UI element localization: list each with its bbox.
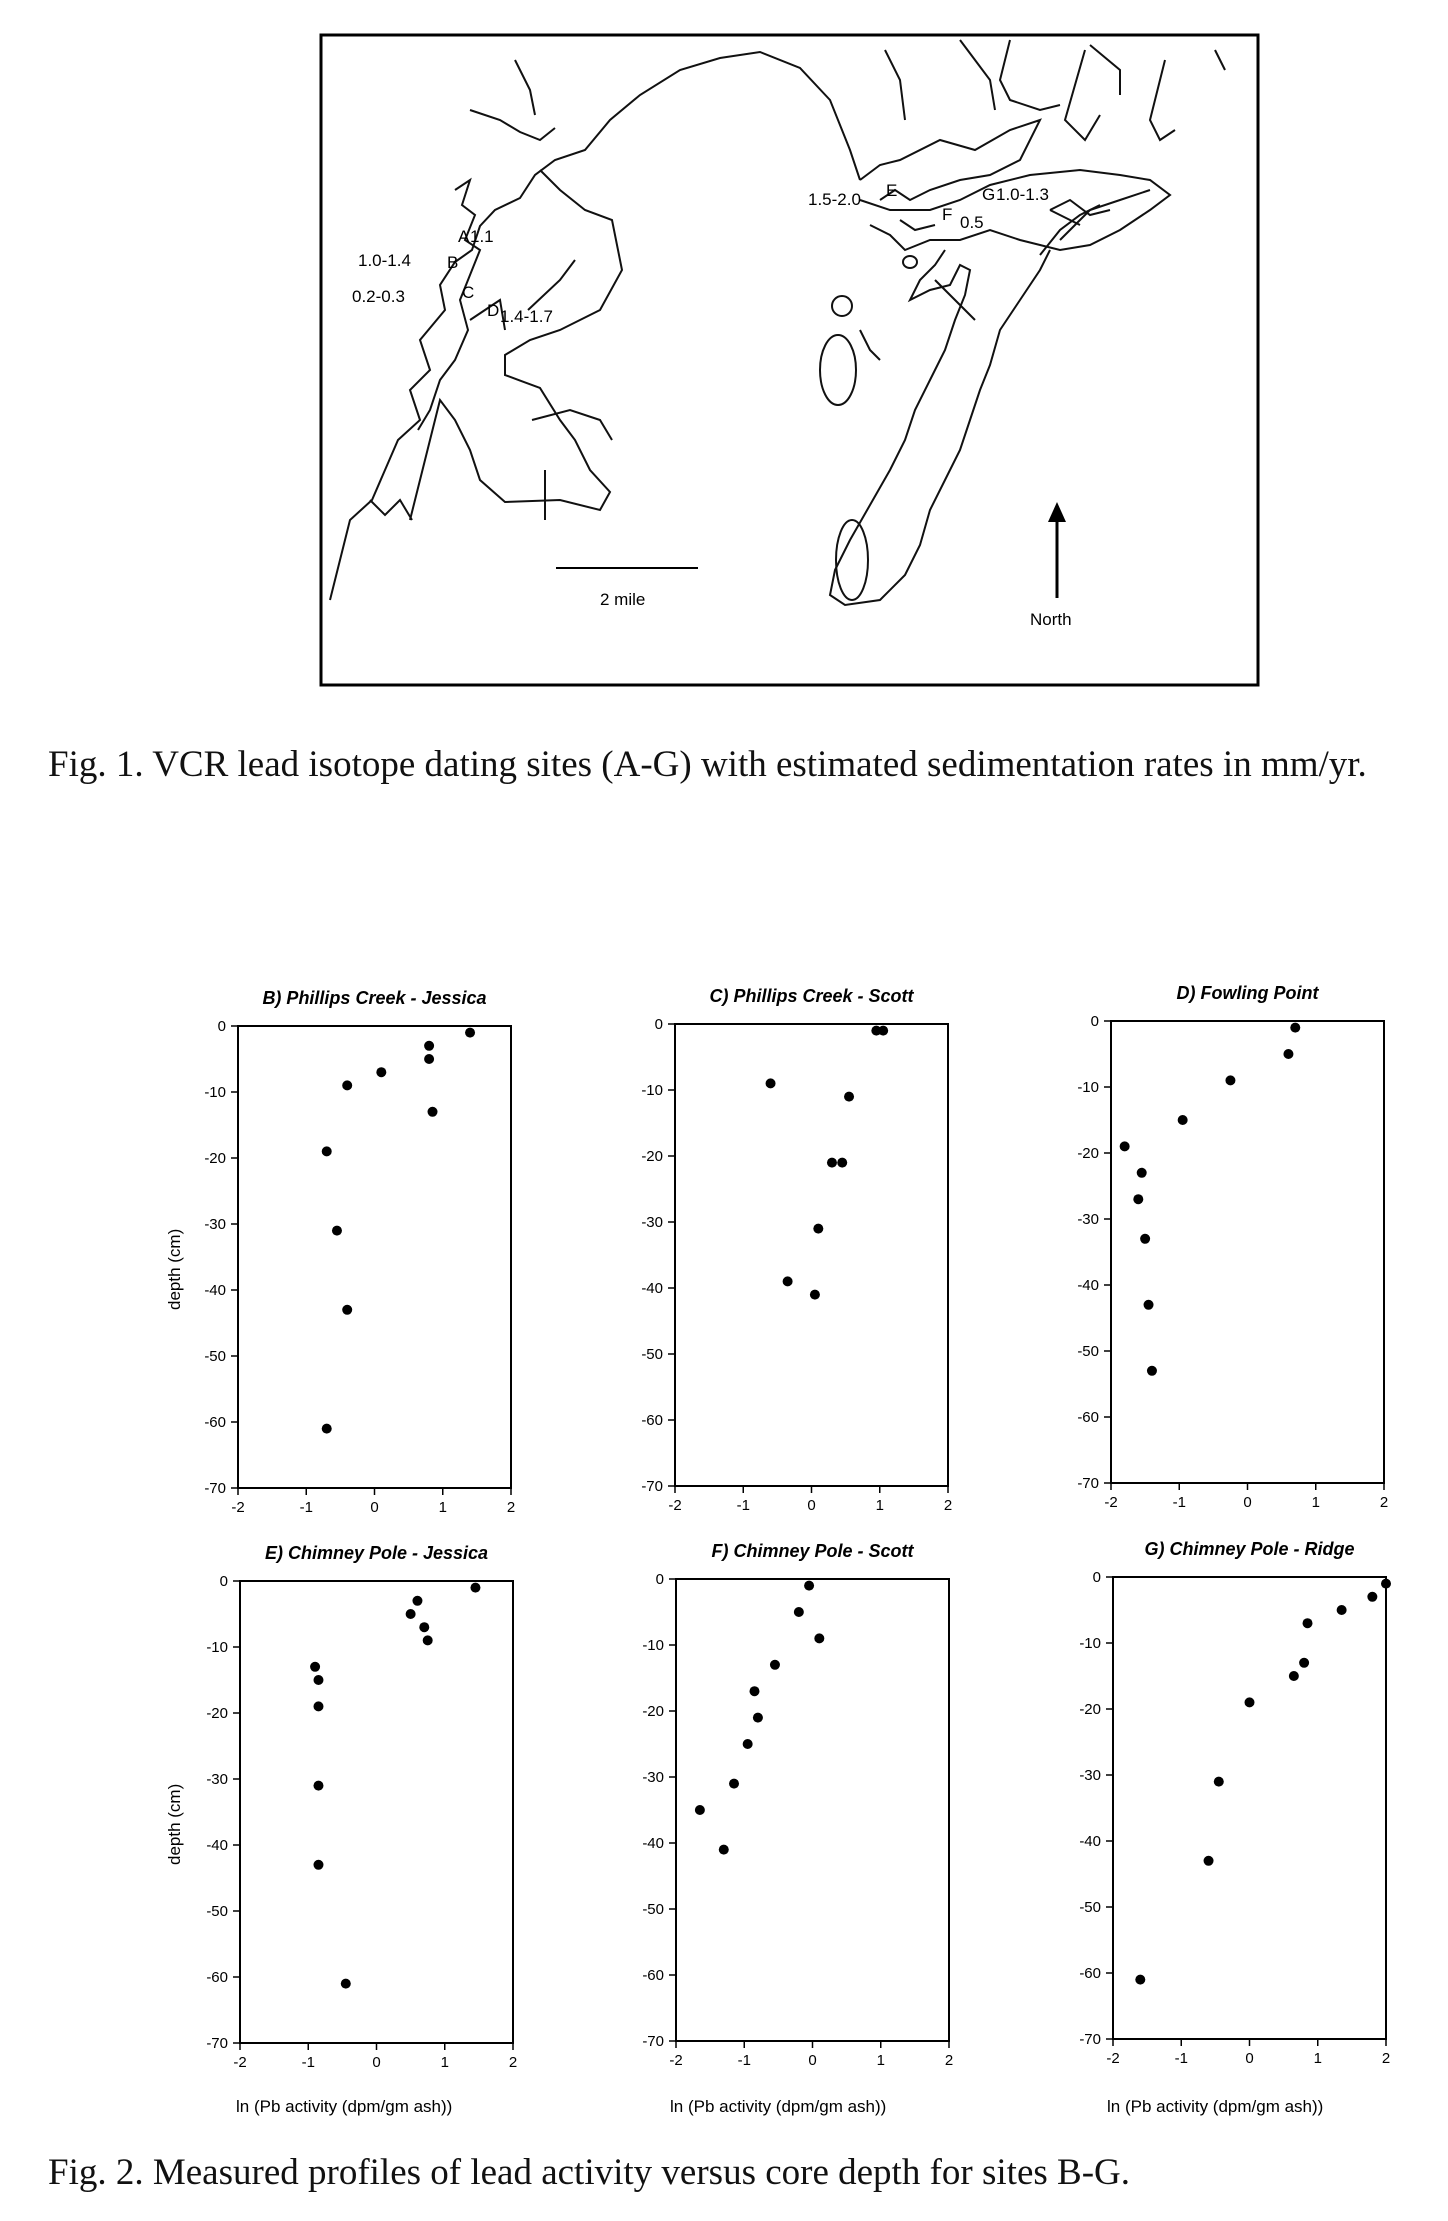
data-point-g (1289, 1671, 1299, 1681)
data-point-e (419, 1622, 429, 1632)
x-tick-label-d: -1 (1172, 1494, 1186, 1511)
data-point-b (376, 1067, 386, 1077)
plot-frame-c (675, 1024, 948, 1486)
data-point-d (1140, 1234, 1150, 1244)
data-point-e (313, 1701, 323, 1711)
y-tick-label-d: -40 (1077, 1277, 1099, 1294)
y-tick-label-c: -20 (641, 1148, 663, 1165)
y-tick-label-f: -70 (642, 2033, 664, 2050)
data-point-f (804, 1581, 814, 1591)
site-d-label: D (487, 301, 500, 320)
data-point-g (1303, 1618, 1313, 1628)
y-tick-label-g: -50 (1079, 1899, 1101, 1916)
x-tick-label-c: 1 (875, 1497, 884, 1514)
x-tick-label-c: 0 (807, 1497, 816, 1514)
y-tick-label-c: -50 (641, 1346, 663, 1363)
x-tick-label-e: 1 (440, 2054, 449, 2071)
x-tick-label-d: 2 (1379, 1494, 1389, 1511)
data-point-d (1144, 1300, 1154, 1310)
data-point-f (695, 1805, 705, 1815)
y-tick-label-b: -10 (204, 1084, 226, 1101)
x-tick-label-f: -2 (669, 2052, 683, 2069)
site-c-label: C (462, 283, 475, 302)
site-a-rate: 1.1 (470, 227, 494, 246)
panel-f (642, 1541, 953, 2069)
data-point-f (749, 1686, 759, 1696)
north-label: North (1030, 610, 1072, 629)
y-tick-label-d: -70 (1077, 1475, 1099, 1492)
y-tick-label-b: 0 (217, 1018, 226, 1035)
y-tick-label-g: -60 (1079, 1965, 1101, 1982)
data-point-e (470, 1583, 480, 1593)
figure-2-caption: Fig. 2. Measured profiles of lead activity versus core depth for sites B-G. (48, 2152, 1130, 2193)
site-e-rate: 1.5-2.0 (808, 190, 861, 209)
site-b-rate: 1.0-1.4 (358, 251, 411, 270)
panel-c (641, 986, 952, 1514)
y-tick-label-g: 0 (1092, 1569, 1101, 1586)
panel-title-b: B) Phillips Creek - Jessica (262, 988, 487, 1008)
x-tick-label-g: 2 (1381, 2050, 1391, 2067)
y-tick-label-c: -60 (641, 1412, 663, 1429)
data-point-e (310, 1662, 320, 1672)
data-point-g (1337, 1605, 1347, 1615)
x-tick-label-f: 2 (944, 2052, 954, 2069)
data-point-c (878, 1026, 888, 1036)
y-tick-label-c: -30 (641, 1214, 663, 1231)
data-point-c (766, 1078, 776, 1088)
y-tick-label-f: -50 (642, 1901, 664, 1918)
plot-frame-g (1113, 1577, 1386, 2039)
data-point-f (814, 1633, 824, 1643)
x-tick-label-e: 0 (372, 2054, 381, 2071)
y-tick-label-d: -30 (1077, 1211, 1099, 1228)
data-point-b (424, 1054, 434, 1064)
data-point-g (1204, 1856, 1214, 1866)
y-tick-label-f: -20 (642, 1703, 664, 1720)
y-tick-label-e: -20 (206, 1705, 228, 1722)
data-point-c (844, 1092, 854, 1102)
y-tick-label-g: -40 (1079, 1833, 1101, 1850)
x-axis-label-e: ln (Pb activity (dpm/gm ash)) (236, 2097, 453, 2116)
data-point-e (341, 1979, 351, 1989)
data-point-d (1178, 1115, 1188, 1125)
y-tick-label-f: 0 (655, 1571, 664, 1588)
site-f-label: F (942, 205, 953, 224)
y-tick-label-e: 0 (219, 1573, 228, 1590)
x-tick-label-e: 2 (508, 2054, 518, 2071)
site-c-rate: 0.2-0.3 (352, 287, 405, 306)
y-tick-label-c: 0 (654, 1016, 663, 1033)
y-tick-label-e: -50 (206, 1903, 228, 1920)
y-tick-label-b: -20 (204, 1150, 226, 1167)
data-point-d (1120, 1141, 1130, 1151)
x-axis-label-g: ln (Pb activity (dpm/gm ash)) (1107, 2097, 1324, 2116)
y-tick-label-f: -40 (642, 1835, 664, 1852)
data-point-c (827, 1158, 837, 1168)
x-tick-label-f: 0 (808, 2052, 817, 2069)
data-point-d (1290, 1023, 1300, 1033)
data-point-f (753, 1713, 763, 1723)
data-point-e (412, 1596, 422, 1606)
y-tick-label-e: -70 (206, 2035, 228, 2052)
panel-title-e: E) Chimney Pole - Jessica (264, 1543, 489, 1563)
y-tick-label-f: -60 (642, 1967, 664, 1984)
y-tick-label-e: -40 (206, 1837, 228, 1854)
y-tick-label-e: -30 (206, 1771, 228, 1788)
data-point-d (1283, 1049, 1293, 1059)
site-g-rate: 1.0-1.3 (996, 185, 1049, 204)
panel-title-d: D) Fowling Point (1176, 983, 1319, 1003)
y-tick-label-b: -30 (204, 1216, 226, 1233)
y-tick-label-d: -50 (1077, 1343, 1099, 1360)
data-point-d (1225, 1075, 1235, 1085)
data-point-e (406, 1609, 416, 1619)
data-point-e (313, 1675, 323, 1685)
data-point-g (1381, 1579, 1391, 1589)
figure-1-caption: Fig. 1. VCR lead isotope dating sites (A-G) with estimated sedimentation rates in mm/yr. (48, 744, 1367, 785)
y-axis-label-top: depth (cm) (165, 1228, 184, 1310)
panel-e (206, 1543, 517, 2071)
panel-b (204, 988, 515, 1516)
x-tick-label-f: 1 (876, 2052, 885, 2069)
data-point-c (837, 1158, 847, 1168)
y-tick-label-c: -10 (641, 1082, 663, 1099)
data-point-g (1135, 1975, 1145, 1985)
x-tick-label-e: -1 (301, 2054, 315, 2071)
x-tick-label-b: 1 (438, 1499, 447, 1516)
data-point-e (313, 1781, 323, 1791)
site-g-label: G (982, 185, 996, 204)
data-point-c (813, 1224, 823, 1234)
y-tick-label-e: -10 (206, 1639, 228, 1656)
y-tick-label-d: -20 (1077, 1145, 1099, 1162)
plot-frame-b (238, 1026, 511, 1488)
data-point-d (1137, 1168, 1147, 1178)
x-axis-label-f: ln (Pb activity (dpm/gm ash)) (670, 2097, 887, 2116)
x-tick-label-g: -2 (1106, 2050, 1120, 2067)
plot-frame-e (240, 1581, 513, 2043)
y-tick-label-c: -40 (641, 1280, 663, 1297)
data-point-c (783, 1276, 793, 1286)
panel-title-f: F) Chimney Pole - Scott (711, 1541, 914, 1561)
y-tick-label-g: -20 (1079, 1701, 1101, 1718)
data-point-d (1147, 1366, 1157, 1376)
x-tick-label-c: 2 (943, 1497, 953, 1514)
x-tick-label-d: 0 (1243, 1494, 1252, 1511)
y-tick-label-f: -30 (642, 1769, 664, 1786)
y-tick-label-g: -10 (1079, 1635, 1101, 1652)
y-tick-label-d: 0 (1090, 1013, 1099, 1030)
x-tick-label-c: -1 (736, 1497, 750, 1514)
y-tick-label-b: -40 (204, 1282, 226, 1299)
data-point-e (313, 1860, 323, 1870)
data-point-f (743, 1739, 753, 1749)
data-point-f (729, 1779, 739, 1789)
y-axis-label-bottom: depth (cm) (165, 1783, 184, 1865)
x-tick-label-b: 0 (370, 1499, 379, 1516)
data-point-d (1133, 1194, 1143, 1204)
data-point-b (424, 1041, 434, 1051)
data-point-g (1367, 1592, 1377, 1602)
x-tick-label-g: 0 (1245, 2050, 1254, 2067)
data-point-e (423, 1635, 433, 1645)
x-tick-label-g: -1 (1174, 2050, 1188, 2067)
y-tick-label-b: -70 (204, 1480, 226, 1497)
y-tick-label-d: -10 (1077, 1079, 1099, 1096)
site-f-rate: 0.5 (960, 213, 984, 232)
plot-frame-d (1111, 1021, 1384, 1483)
panel-title-c: C) Phillips Creek - Scott (709, 986, 914, 1006)
x-tick-label-c: -2 (668, 1497, 682, 1514)
data-point-g (1299, 1658, 1309, 1668)
data-point-g (1245, 1697, 1255, 1707)
panel-g (1079, 1539, 1391, 2067)
x-tick-label-b: 2 (506, 1499, 516, 1516)
site-a-label: A (458, 227, 470, 246)
data-point-f (770, 1660, 780, 1670)
scale-label: 2 mile (600, 590, 646, 609)
site-e-label: E (886, 181, 898, 200)
x-tick-label-f: -1 (737, 2052, 751, 2069)
x-tick-label-g: 1 (1313, 2050, 1322, 2067)
data-point-b (428, 1107, 438, 1117)
y-tick-label-c: -70 (641, 1478, 663, 1495)
data-point-b (465, 1028, 475, 1038)
data-point-b (332, 1226, 342, 1236)
data-point-g (1214, 1777, 1224, 1787)
y-tick-label-b: -60 (204, 1414, 226, 1431)
y-tick-label-e: -60 (206, 1969, 228, 1986)
x-tick-label-b: -1 (299, 1499, 313, 1516)
x-tick-label-d: -2 (1104, 1494, 1118, 1511)
data-point-c (810, 1290, 820, 1300)
data-point-b (342, 1305, 352, 1315)
panel-title-g: G) Chimney Pole - Ridge (1144, 1539, 1355, 1559)
x-tick-label-b: -2 (231, 1499, 245, 1516)
data-point-b (342, 1080, 352, 1090)
site-b-label: B (447, 253, 459, 272)
y-tick-label-f: -10 (642, 1637, 664, 1654)
x-tick-label-e: -2 (233, 2054, 247, 2071)
data-point-b (322, 1424, 332, 1434)
data-point-f (794, 1607, 804, 1617)
y-tick-label-g: -30 (1079, 1767, 1101, 1784)
y-tick-label-d: -60 (1077, 1409, 1099, 1426)
panel-d (1077, 983, 1388, 1511)
x-tick-label-d: 1 (1311, 1494, 1320, 1511)
plot-frame-f (676, 1579, 949, 2041)
data-point-b (322, 1146, 332, 1156)
y-tick-label-g: -70 (1079, 2031, 1101, 2048)
site-d-rate: 1.4-1.7 (500, 307, 553, 326)
data-point-f (719, 1845, 729, 1855)
y-tick-label-b: -50 (204, 1348, 226, 1365)
